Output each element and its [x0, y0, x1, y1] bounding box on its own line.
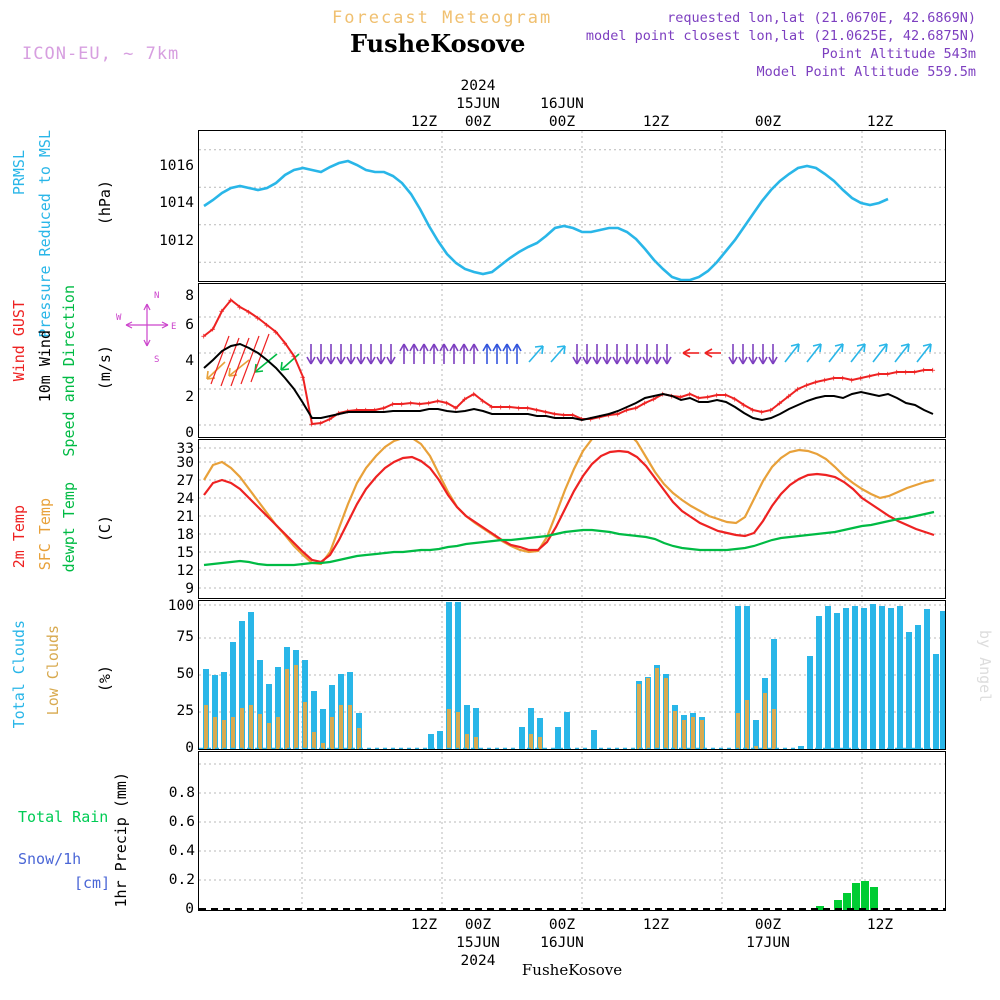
top-axis-hour-2: 00Z — [548, 114, 576, 130]
p4-label-low: Low Clouds — [44, 625, 62, 716]
p5-ytick-0: 0 — [185, 901, 194, 917]
rain-bars — [816, 881, 878, 910]
p1-label-prmsl: PRMSL — [10, 150, 28, 196]
svg-text:+: + — [876, 370, 882, 380]
credit-watermark: by Angel — [976, 630, 994, 703]
page-title: FusheKosove — [350, 29, 526, 58]
model-label: ICON-EU, ~ 7km — [22, 44, 180, 64]
p4-ytick-1: 25 — [176, 703, 194, 719]
svg-text:+: + — [714, 391, 720, 401]
panel-precip-plot — [199, 752, 945, 910]
svg-text:+: + — [606, 411, 612, 421]
svg-text:+: + — [768, 406, 774, 416]
svg-text:+: + — [732, 395, 738, 405]
svg-text:+: + — [219, 307, 225, 317]
svg-text:+: + — [228, 296, 234, 306]
p4-unit: (%) — [96, 665, 114, 693]
wind-gust-line — [204, 300, 933, 424]
p3-label-dewpt: dewpt Temp — [60, 482, 78, 573]
svg-text:+: + — [786, 392, 792, 402]
svg-text:+: + — [687, 390, 693, 400]
p5-label-cm: [cm] — [74, 874, 111, 892]
p3-ytick-2: 15 — [176, 545, 194, 561]
p3-label-sfc: SFC Temp — [36, 498, 54, 571]
forecast-label: Forecast Meteogram — [332, 8, 553, 28]
svg-text:E: E — [171, 322, 177, 332]
p4-ytick-4: 100 — [167, 598, 194, 614]
svg-text:+: + — [354, 406, 360, 416]
svg-text:+: + — [246, 308, 252, 318]
svg-text:+: + — [579, 415, 585, 425]
svg-text:+: + — [471, 390, 477, 400]
svg-text:+: + — [804, 381, 810, 391]
svg-text:+: + — [561, 411, 567, 421]
svg-text:+: + — [417, 400, 423, 410]
svg-text:+: + — [651, 395, 657, 405]
p3-ytick-5: 24 — [176, 491, 194, 507]
svg-text:+: + — [273, 328, 279, 338]
svg-text:+: + — [669, 392, 675, 402]
panel-temperature-plot — [199, 440, 945, 598]
svg-text:+: + — [903, 368, 909, 378]
p5-ytick-2: 0.4 — [168, 843, 195, 859]
bottom-axis-hour-2: 00Z — [548, 917, 576, 933]
svg-text:+: + — [705, 393, 711, 403]
p2-label-10m: 10m Wind — [36, 330, 54, 403]
svg-text:+: + — [921, 366, 927, 376]
svg-text:+: + — [534, 406, 540, 416]
p2-ytick-4: 8 — [185, 288, 194, 304]
bottom-axis-day-0: 15JUN — [456, 935, 500, 951]
svg-text:+: + — [858, 374, 864, 384]
p2-ytick-3: 6 — [185, 317, 194, 333]
p2-label-spddir: Speed and Direction — [60, 285, 78, 457]
svg-text:+: + — [435, 397, 441, 407]
panel-wind-plot — [199, 284, 945, 437]
svg-text:+: + — [750, 406, 756, 416]
p3-ytick-1: 12 — [176, 563, 194, 579]
svg-text:+: + — [201, 332, 207, 342]
svg-text:+: + — [849, 376, 855, 386]
svg-text:+: + — [759, 408, 765, 418]
p3-ytick-3: 18 — [176, 527, 194, 543]
p1-label-pressure: Pressure Reduced to MSL — [36, 130, 54, 338]
p2-ytick-2: 4 — [185, 353, 194, 369]
p3-ytick-0: 9 — [185, 581, 194, 597]
svg-text:+: + — [300, 373, 306, 383]
svg-text:W: W — [116, 313, 122, 323]
bottom-axis-hour-4: 00Z — [754, 917, 782, 933]
svg-text:+: + — [210, 325, 216, 335]
svg-text:+: + — [444, 399, 450, 409]
svg-text:+: + — [795, 385, 801, 395]
svg-text:+: + — [633, 404, 639, 414]
p5-unit: 1hr Precip (mm) — [112, 772, 130, 908]
svg-text:+: + — [489, 403, 495, 413]
p4-ytick-0: 0 — [185, 740, 194, 756]
svg-text:+: + — [363, 406, 369, 416]
svg-text:+: + — [525, 404, 531, 414]
svg-text:+: + — [570, 411, 576, 421]
svg-text:+: + — [309, 420, 315, 430]
p4-ytick-3: 75 — [176, 629, 194, 645]
dewpoint-line — [204, 512, 934, 565]
svg-text:+: + — [624, 406, 630, 416]
svg-text:+: + — [678, 393, 684, 403]
p5-ytick-4: 0.8 — [168, 785, 195, 801]
bottom-axis-year: 2024 — [460, 953, 496, 969]
top-axis-year: 2024 — [460, 78, 496, 94]
svg-text:+: + — [885, 370, 891, 380]
bottom-axis-hour-0: 00Z — [464, 917, 492, 933]
svg-text:+: + — [426, 399, 432, 409]
svg-text:+: + — [462, 395, 468, 405]
requested-coords: requested lon,lat (21.0670E, 42.6869N) — [667, 10, 976, 26]
panel-pressure-plot — [199, 131, 945, 281]
svg-text:+: + — [255, 314, 261, 324]
svg-text:+: + — [822, 376, 828, 386]
top-axis-day-1: 16JUN — [540, 96, 584, 112]
svg-text:+: + — [660, 390, 666, 400]
top-axis-hour-3: 12Z — [642, 114, 670, 130]
svg-text:+: + — [318, 419, 324, 429]
svg-text:+: + — [840, 374, 846, 384]
wind-compass-rose — [116, 288, 178, 366]
svg-text:N: N — [154, 291, 160, 301]
svg-text:+: + — [381, 404, 387, 414]
p5-ytick-1: 0.2 — [168, 872, 195, 888]
svg-text:+: + — [399, 400, 405, 410]
station-label: FusheKosove — [521, 961, 623, 979]
svg-text:+: + — [588, 415, 594, 425]
svg-text:+: + — [813, 378, 819, 388]
p2-ytick-1: 2 — [185, 389, 194, 405]
svg-text:S: S — [154, 355, 160, 365]
p3-ytick-4: 21 — [176, 509, 194, 525]
svg-text:+: + — [741, 401, 747, 411]
svg-text:+: + — [390, 400, 396, 410]
p5-ytick-3: 0.6 — [168, 814, 195, 830]
svg-text:+: + — [291, 352, 297, 362]
svg-text:+: + — [597, 413, 603, 423]
svg-text:+: + — [264, 321, 270, 331]
svg-text:+: + — [543, 408, 549, 418]
bottom-axis-hour-5: 12Z — [866, 917, 894, 933]
svg-text:+: + — [894, 368, 900, 378]
p3-ytick-7: 30 — [176, 455, 194, 471]
svg-text:+: + — [237, 303, 243, 313]
p1-ytick-2: 1016 — [159, 158, 194, 174]
svg-text:+: + — [867, 372, 873, 382]
p1-ytick-0: 1012 — [159, 233, 194, 249]
svg-text:+: + — [912, 368, 918, 378]
closest-coords: model point closest lon,lat (21.0625E, 42.6875N) — [585, 28, 976, 44]
svg-text:+: + — [507, 403, 513, 413]
p3-ytick-8: 33 — [176, 441, 194, 457]
svg-text:+: + — [696, 394, 702, 404]
bottom-axis-day-2: 17JUN — [746, 935, 790, 951]
svg-text:+: + — [552, 410, 558, 420]
svg-text:+: + — [372, 406, 378, 416]
top-axis-hour-5: 12Z — [866, 114, 894, 130]
svg-text:+: + — [642, 399, 648, 409]
p2-ytick-0: 0 — [185, 425, 194, 441]
top-axis-hour-0: 00Z — [464, 114, 492, 130]
top-time-axis — [198, 78, 946, 128]
svg-text:+: + — [327, 415, 333, 425]
svg-text:+: + — [516, 404, 522, 414]
svg-text:+: + — [480, 397, 486, 407]
svg-text:+: + — [615, 410, 621, 420]
svg-text:+: + — [831, 374, 837, 384]
bottom-axis-hour-1: 12Z — [410, 917, 438, 933]
svg-text:+: + — [345, 407, 351, 417]
p4-label-total: Total Clouds — [10, 620, 28, 729]
bottom-time-axis — [198, 913, 946, 983]
top-axis-day-0: 15JUN — [456, 96, 500, 112]
p2-unit: (m/s) — [96, 345, 114, 391]
p3-unit: (C) — [96, 515, 114, 543]
svg-text:+: + — [336, 409, 342, 419]
p1-unit: (hPa) — [96, 180, 114, 226]
bottom-axis-hour-3: 12Z — [642, 917, 670, 933]
p2-label-gust: Wind GUST — [10, 300, 28, 382]
p3-ytick-6: 27 — [176, 473, 194, 489]
svg-text:+: + — [408, 399, 414, 409]
p5-label-snow: Snow/1h — [18, 850, 82, 868]
p3-label-2m: 2m Temp — [10, 505, 28, 569]
svg-text:+: + — [777, 399, 783, 409]
svg-text:+: + — [453, 404, 459, 414]
point-altitude: Point Altitude 543m — [821, 46, 976, 62]
p5-label-rain: Total Rain — [18, 808, 109, 826]
svg-text:+: + — [282, 339, 288, 349]
top-axis-hour-4: 00Z — [754, 114, 782, 130]
svg-text:+: + — [723, 391, 729, 401]
bottom-axis-day-1: 16JUN — [540, 935, 584, 951]
p1-ytick-1: 1014 — [159, 195, 194, 211]
temp-2m-line — [204, 451, 934, 562]
svg-text:+: + — [498, 403, 504, 413]
p4-ytick-2: 50 — [176, 666, 194, 682]
svg-text:+: + — [930, 366, 936, 376]
model-point-altitude: Model Point Altitude 559.5m — [756, 64, 976, 80]
top-axis-hour-1: 12Z — [410, 114, 438, 130]
panel-clouds-plot — [199, 601, 945, 749]
